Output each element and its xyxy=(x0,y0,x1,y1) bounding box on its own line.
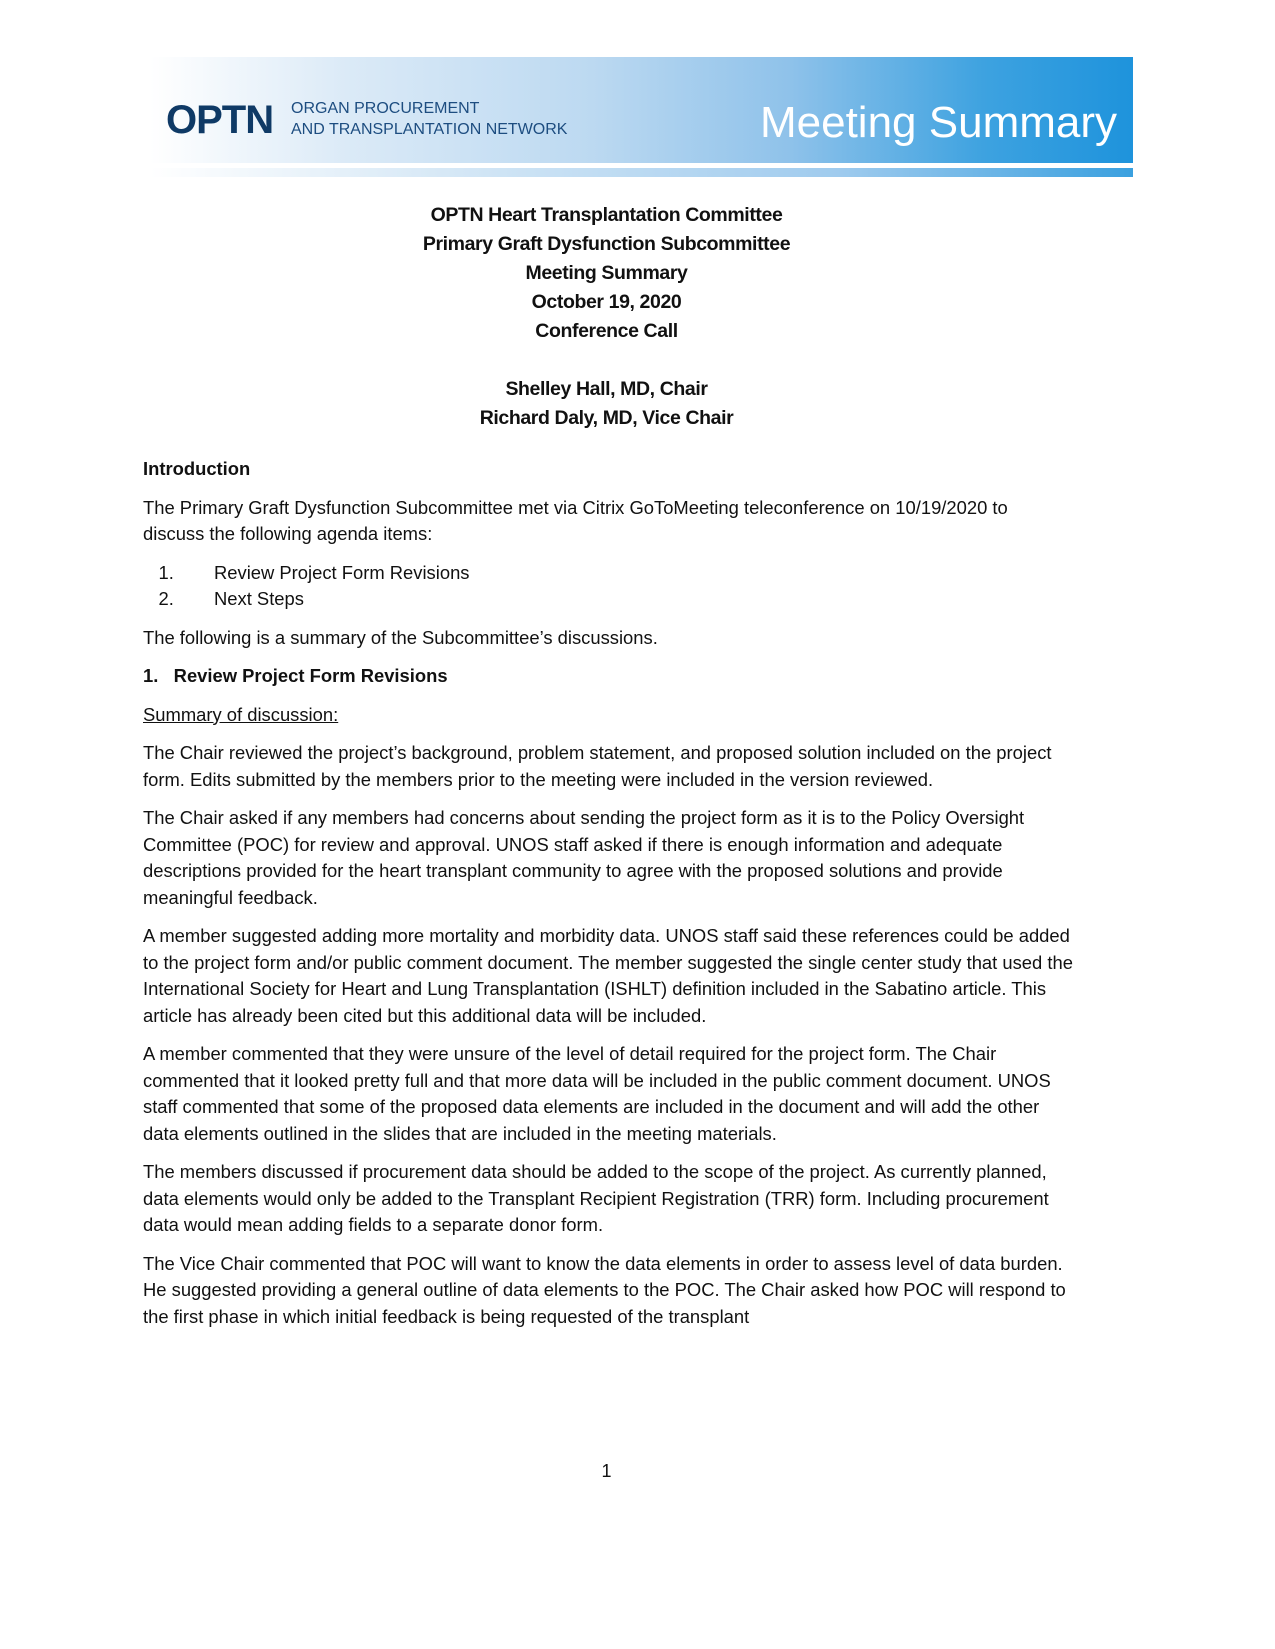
section-subheading: Summary of discussion: xyxy=(143,703,339,725)
section-heading: 1. Review Project Form Revisions xyxy=(143,665,448,686)
chair: Shelley Hall, MD, Chair xyxy=(505,378,708,400)
intro-text: The Primary Graft Dysfunction Subcommittee met via Citrix GoToMeeting teleconference on 10/19/2020 to discuss the following agenda items: xyxy=(143,496,1008,544)
paragraph: A member commented that they were unsure of the level of detail required for the project form. The Chair commented that it looked pretty full and that more data will be included in the public comment document. UNOS staff commented that some of the proposed data elements are included in the document and will add the other data elements outlined in the slides that are included in the meeting materials. xyxy=(143,1043,1051,1144)
org-line-1: ORGAN PROCUREMENT xyxy=(291,100,480,117)
agenda-item: 2. Next Steps xyxy=(179,586,1073,613)
intro-heading: Introduction xyxy=(143,458,251,479)
page-number: 1 xyxy=(601,1461,612,1481)
banner-title: Meeting Summary xyxy=(759,98,1117,147)
org-line-2: AND TRANSPLANTATION NETWORK xyxy=(291,121,568,138)
title-line: OPTN Heart Transplantation Committee xyxy=(430,204,783,226)
org-name xyxy=(291,98,567,140)
paragraph: The members discussed if procurement data should be added to the scope of the project. As currently planned, data elements would only be added to the Transplant Recipient Registration (TRR) form. Including procurement data would mean adding fields to a separate donor form. xyxy=(143,1161,1049,1235)
document-body xyxy=(143,456,1073,1342)
vice-chair: Richard Daly, MD, Vice Chair xyxy=(479,407,734,429)
optn-logo: OPTN xyxy=(166,98,274,142)
agenda-list xyxy=(143,560,1073,613)
title-line: Meeting Summary xyxy=(525,262,688,284)
agenda-item: 1. Review Project Form Revisions xyxy=(179,560,1073,587)
title-line: October 19, 2020 xyxy=(531,291,682,313)
officers xyxy=(0,375,1213,433)
title-line: Primary Graft Dysfunction Subcommittee xyxy=(422,233,791,255)
paragraph: The Chair reviewed the project’s background, problem statement, and proposed solution included on the project form. Edits submitted by the members prior to the meeting were included in the version reviewed. xyxy=(143,742,1052,790)
title-line: Conference Call xyxy=(535,320,678,342)
paragraph: The Vice Chair commented that POC will want to know the data elements in order to assess level of data burden. He suggested providing a general outline of data elements to the POC. The Chair asked how POC will respond to the first phase in which initial feedback is being requested of the transplant xyxy=(143,1252,1066,1327)
paragraph: A member suggested adding more mortality and morbidity data. UNOS staff said these references could be added to the project form and/or public comment document. The member suggested the single center study that used the International Society for Heart and Lung Transplantation (ISHLT) definition included in the Sabatino article. This article has already been cited but this additional data will be included. xyxy=(143,925,1073,1026)
intro-closing: The following is a summary of the Subcommittee’s discussions. xyxy=(143,626,658,648)
document-title xyxy=(0,201,1213,346)
header-stripe xyxy=(150,168,1133,177)
paragraph: The Chair asked if any members had concerns about sending the project form as it is to the Policy Oversight Committee (POC) for review and approval. UNOS staff asked if there is enough information and adequate descriptions provided for the heart transplant community to agree with the proposed solutions and provide meaningful feedback. xyxy=(143,807,1025,908)
